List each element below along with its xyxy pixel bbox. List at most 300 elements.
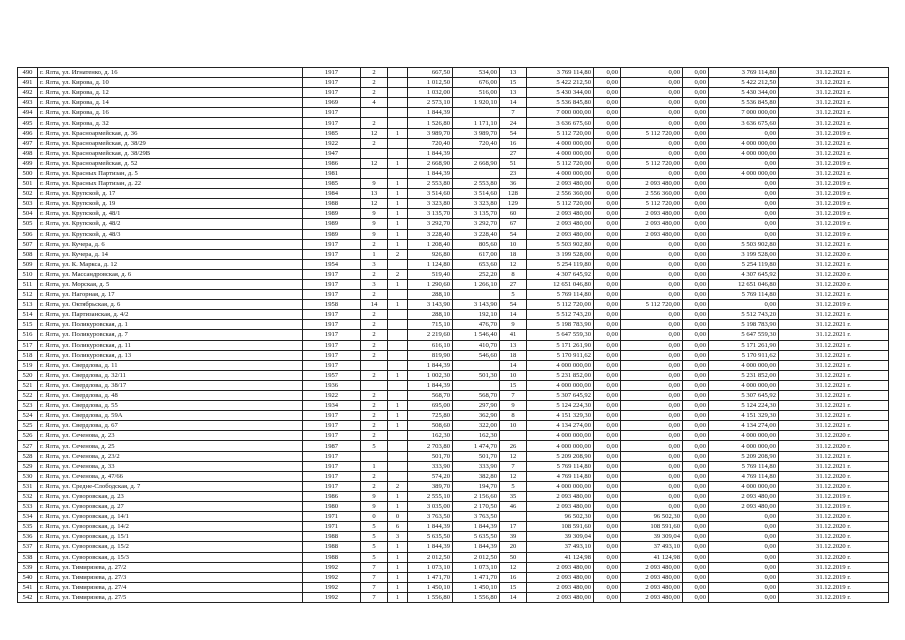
table-row xyxy=(18,461,889,471)
cost-col-c-cell: 0,00 xyxy=(683,269,709,279)
floors-cell: 2 xyxy=(361,471,388,481)
entrances-cell: 1 xyxy=(388,491,408,501)
floors-cell xyxy=(361,148,388,158)
cost-col-c-cell: 0,00 xyxy=(683,491,709,501)
total-cost-cell: 4 000 000,00 xyxy=(527,481,594,491)
residents-cell: 35 xyxy=(500,491,527,501)
cost-col-c-cell: 0,00 xyxy=(683,461,709,471)
cost-col-a-cell: 0,00 xyxy=(594,118,621,128)
floors-cell: 2 xyxy=(361,118,388,128)
completion-date-cell: 31.12.2021 г. xyxy=(779,148,889,158)
row-number-cell: 541 xyxy=(18,582,38,592)
table-row xyxy=(18,441,889,451)
table-row xyxy=(18,431,889,441)
entrances-cell: 1 xyxy=(388,572,408,582)
entrances-cell xyxy=(388,78,408,88)
living-area-cell: 476,70 xyxy=(453,320,500,330)
address-cell: г. Ялта, ул. Крупской, д. 48/1 xyxy=(38,209,303,219)
total-cost-cell: 5 254 119,80 xyxy=(527,259,594,269)
row-number-cell: 519 xyxy=(18,360,38,370)
table-row xyxy=(18,522,889,532)
cost-col-d-cell: 5 307 645,92 xyxy=(709,391,779,401)
total-cost-cell: 108 591,60 xyxy=(527,522,594,532)
build-year-cell: 1971 xyxy=(303,512,361,522)
row-number-cell: 504 xyxy=(18,209,38,219)
total-cost-cell: 5 307 645,92 xyxy=(527,391,594,401)
completion-date-cell: 31.12.2021 г. xyxy=(779,310,889,320)
build-year-cell: 1992 xyxy=(303,592,361,602)
completion-date-cell: 31.12.2019 г. xyxy=(779,229,889,239)
living-area-cell: 676,00 xyxy=(453,78,500,88)
living-area-cell: 1 844,39 xyxy=(453,522,500,532)
cost-col-d-cell: 5 231 852,00 xyxy=(709,370,779,380)
total-area-cell: 3 989,70 xyxy=(408,128,453,138)
cost-col-c-cell: 0,00 xyxy=(683,512,709,522)
entrances-cell: 1 xyxy=(388,592,408,602)
build-year-cell: 1992 xyxy=(303,582,361,592)
cost-col-b-cell: 0,00 xyxy=(621,360,683,370)
cost-col-b-cell: 0,00 xyxy=(621,118,683,128)
cost-col-c-cell: 0,00 xyxy=(683,300,709,310)
cost-col-d-cell: 0,00 xyxy=(709,128,779,138)
residents-cell: 12 xyxy=(500,451,527,461)
cost-col-b-cell: 2 093 480,00 xyxy=(621,582,683,592)
cost-col-d-cell: 0,00 xyxy=(709,199,779,209)
cost-col-c-cell: 0,00 xyxy=(683,189,709,199)
register-table xyxy=(17,67,889,603)
cost-col-a-cell: 0,00 xyxy=(594,300,621,310)
total-cost-cell: 5 430 344,00 xyxy=(527,88,594,98)
living-area-cell: 3 292,70 xyxy=(453,219,500,229)
cost-col-c-cell: 0,00 xyxy=(683,340,709,350)
row-number-cell: 527 xyxy=(18,441,38,451)
total-area-cell: 2 668,90 xyxy=(408,158,453,168)
total-area-cell: 333,90 xyxy=(408,461,453,471)
residents-cell: 18 xyxy=(500,249,527,259)
completion-date-cell: 31.12.2021 г. xyxy=(779,451,889,461)
residents-cell: 46 xyxy=(500,502,527,512)
floors-cell: 0 xyxy=(361,512,388,522)
address-cell: г. Ялта, ул. Нагорная, д. 17 xyxy=(38,290,303,300)
address-cell: г. Ялта, ул. Морская, д. 5 xyxy=(38,279,303,289)
residents-cell: 27 xyxy=(500,148,527,158)
build-year-cell: 1989 xyxy=(303,229,361,239)
cost-col-a-cell: 0,00 xyxy=(594,199,621,209)
total-area-cell: 695,00 xyxy=(408,401,453,411)
table-row xyxy=(18,340,889,350)
living-area-cell: 653,60 xyxy=(453,259,500,269)
entrances-cell: 1 xyxy=(388,199,408,209)
entrances-cell: 1 xyxy=(388,370,408,380)
cost-col-b-cell: 0,00 xyxy=(621,421,683,431)
total-area-cell: 574,20 xyxy=(408,471,453,481)
table-row xyxy=(18,401,889,411)
floors-cell: 3 xyxy=(361,259,388,269)
row-number-cell: 509 xyxy=(18,259,38,269)
cost-col-d-cell: 4 000 000,00 xyxy=(709,441,779,451)
build-year-cell: 1922 xyxy=(303,391,361,401)
cost-col-b-cell: 0,00 xyxy=(621,168,683,178)
living-area-cell: 1 556,80 xyxy=(453,592,500,602)
living-area-cell: 1 073,10 xyxy=(453,562,500,572)
cost-col-b-cell: 0,00 xyxy=(621,148,683,158)
cost-col-c-cell: 0,00 xyxy=(683,320,709,330)
cost-col-d-cell: 5 769 114,80 xyxy=(709,461,779,471)
address-cell: г. Ялта, ул. Партизанская, д. 4/2 xyxy=(38,310,303,320)
cost-col-c-cell: 0,00 xyxy=(683,592,709,602)
table-row xyxy=(18,279,889,289)
cost-col-d-cell: 0,00 xyxy=(709,542,779,552)
cost-col-c-cell: 0,00 xyxy=(683,562,709,572)
table-row xyxy=(18,138,889,148)
entrances-cell: 1 xyxy=(388,562,408,572)
entrances-cell xyxy=(388,168,408,178)
build-year-cell: 1917 xyxy=(303,350,361,360)
cost-col-c-cell: 0,00 xyxy=(683,179,709,189)
address-cell: г. Ялта, ул. Кирова, д. 14 xyxy=(38,98,303,108)
cost-col-b-cell: 0,00 xyxy=(621,441,683,451)
residents-cell: 54 xyxy=(500,229,527,239)
living-area-cell: 1 546,40 xyxy=(453,330,500,340)
total-area-cell: 3 035,00 xyxy=(408,502,453,512)
floors-cell: 14 xyxy=(361,300,388,310)
cost-col-c-cell: 0,00 xyxy=(683,108,709,118)
cost-col-a-cell: 0,00 xyxy=(594,148,621,158)
completion-date-cell: 31.12.2019 г. xyxy=(779,300,889,310)
residents-cell: 60 xyxy=(500,209,527,219)
cost-col-d-cell: 5 536 845,80 xyxy=(709,98,779,108)
residents-cell: 51 xyxy=(500,158,527,168)
total-area-cell: 1 471,70 xyxy=(408,572,453,582)
completion-date-cell: 31.12.2021 г. xyxy=(779,350,889,360)
total-cost-cell: 4 000 000,00 xyxy=(527,148,594,158)
total-cost-cell: 2 093 480,00 xyxy=(527,562,594,572)
row-number-cell: 530 xyxy=(18,471,38,481)
cost-col-b-cell: 39 309,04 xyxy=(621,532,683,542)
cost-col-b-cell: 0,00 xyxy=(621,310,683,320)
total-cost-cell: 5 112 720,00 xyxy=(527,158,594,168)
living-area-cell: 2 012,50 xyxy=(453,552,500,562)
build-year-cell: 1917 xyxy=(303,249,361,259)
entrances-cell: 0 xyxy=(388,512,408,522)
cost-col-b-cell: 108 591,60 xyxy=(621,522,683,532)
row-number-cell: 507 xyxy=(18,239,38,249)
cost-col-b-cell: 0,00 xyxy=(621,279,683,289)
cost-col-b-cell: 2 093 480,00 xyxy=(621,572,683,582)
entrances-cell xyxy=(388,340,408,350)
cost-col-a-cell: 0,00 xyxy=(594,481,621,491)
table-row xyxy=(18,592,889,602)
cost-col-b-cell: 0,00 xyxy=(621,138,683,148)
total-area-cell: 3 763,50 xyxy=(408,512,453,522)
total-area-cell: 1 844,39 xyxy=(408,108,453,118)
cost-col-d-cell: 4 000 000,00 xyxy=(709,168,779,178)
residents-cell: 10 xyxy=(500,370,527,380)
cost-col-d-cell: 0,00 xyxy=(709,229,779,239)
row-number-cell: 493 xyxy=(18,98,38,108)
cost-col-d-cell: 0,00 xyxy=(709,209,779,219)
address-cell: г. Ялта, ул. Тимирязева, д. 27/4 xyxy=(38,582,303,592)
address-cell: г. Ялта, ул. Сеченова, д. 25 xyxy=(38,441,303,451)
build-year-cell: 1986 xyxy=(303,158,361,168)
row-number-cell: 539 xyxy=(18,562,38,572)
entrances-cell xyxy=(388,138,408,148)
cost-col-c-cell: 0,00 xyxy=(683,259,709,269)
total-area-cell: 1 844,39 xyxy=(408,380,453,390)
living-area-cell: 410,70 xyxy=(453,340,500,350)
row-number-cell: 496 xyxy=(18,128,38,138)
cost-col-b-cell: 0,00 xyxy=(621,401,683,411)
cost-col-d-cell: 3 769 114,80 xyxy=(709,68,779,78)
living-area-cell: 2 668,90 xyxy=(453,158,500,168)
table-body xyxy=(18,68,889,603)
entrances-cell: 2 xyxy=(388,249,408,259)
residents-cell: 8 xyxy=(500,269,527,279)
floors-cell: 7 xyxy=(361,562,388,572)
cost-col-d-cell: 5 422 212,50 xyxy=(709,78,779,88)
residents-cell: 7 xyxy=(500,461,527,471)
living-area-cell: 5 635,50 xyxy=(453,532,500,542)
row-number-cell: 515 xyxy=(18,320,38,330)
build-year-cell: 1917 xyxy=(303,320,361,330)
completion-date-cell: 31.12.2021 г. xyxy=(779,330,889,340)
completion-date-cell: 31.12.2021 г. xyxy=(779,401,889,411)
residents-cell: 26 xyxy=(500,441,527,451)
completion-date-cell: 31.12.2019 г. xyxy=(779,179,889,189)
row-number-cell: 505 xyxy=(18,219,38,229)
entrances-cell xyxy=(388,88,408,98)
total-cost-cell: 4 769 114,80 xyxy=(527,471,594,481)
cost-col-a-cell: 0,00 xyxy=(594,219,621,229)
completion-date-cell: 31.12.2021 г. xyxy=(779,411,889,421)
table-row xyxy=(18,179,889,189)
cost-col-c-cell: 0,00 xyxy=(683,148,709,158)
living-area-cell xyxy=(453,290,500,300)
cost-col-c-cell: 0,00 xyxy=(683,78,709,88)
residents-cell: 15 xyxy=(500,582,527,592)
floors-cell: 2 xyxy=(361,310,388,320)
completion-date-cell: 31.12.2020 г. xyxy=(779,522,889,532)
cost-col-c-cell: 0,00 xyxy=(683,350,709,360)
floors-cell: 12 xyxy=(361,128,388,138)
build-year-cell: 1954 xyxy=(303,259,361,269)
address-cell: г. Ялта, ул. Красных Партизан, д. 22 xyxy=(38,179,303,189)
floors-cell: 2 xyxy=(361,370,388,380)
total-cost-cell: 5 503 902,80 xyxy=(527,239,594,249)
cost-col-a-cell: 0,00 xyxy=(594,380,621,390)
address-cell: г. Ялта, ул. Свердлова, д. 59А xyxy=(38,411,303,421)
residents-cell: 14 xyxy=(500,310,527,320)
cost-col-b-cell: 5 112 720,00 xyxy=(621,199,683,209)
residents-cell: 16 xyxy=(500,138,527,148)
build-year-cell: 1917 xyxy=(303,421,361,431)
row-number-cell: 512 xyxy=(18,290,38,300)
entrances-cell: 3 xyxy=(388,532,408,542)
total-cost-cell: 4 151 329,30 xyxy=(527,411,594,421)
residents-cell: 13 xyxy=(500,340,527,350)
table-row xyxy=(18,451,889,461)
cost-col-b-cell: 0,00 xyxy=(621,370,683,380)
cost-col-b-cell: 0,00 xyxy=(621,431,683,441)
residents-cell: 13 xyxy=(500,88,527,98)
completion-date-cell: 31.12.2021 г. xyxy=(779,68,889,78)
cost-col-b-cell: 5 112 720,00 xyxy=(621,300,683,310)
row-number-cell: 533 xyxy=(18,502,38,512)
cost-col-c-cell: 0,00 xyxy=(683,128,709,138)
cost-col-c-cell: 0,00 xyxy=(683,542,709,552)
completion-date-cell: 31.12.2021 г. xyxy=(779,88,889,98)
total-area-cell: 519,40 xyxy=(408,269,453,279)
total-area-cell: 2 555,10 xyxy=(408,491,453,501)
entrances-cell: 2 xyxy=(388,269,408,279)
floors-cell: 2 xyxy=(361,421,388,431)
living-area-cell: 2 156,60 xyxy=(453,491,500,501)
cost-col-a-cell: 0,00 xyxy=(594,128,621,138)
row-number-cell: 514 xyxy=(18,310,38,320)
cost-col-c-cell: 0,00 xyxy=(683,481,709,491)
floors-cell xyxy=(361,360,388,370)
cost-col-d-cell: 5 254 119,80 xyxy=(709,259,779,269)
total-area-cell: 288,10 xyxy=(408,310,453,320)
row-number-cell: 542 xyxy=(18,592,38,602)
completion-date-cell: 31.12.2021 г. xyxy=(779,118,889,128)
total-cost-cell: 4 000 000,00 xyxy=(527,431,594,441)
address-cell: г. Ялта, ул. Октябрьская, д. 6 xyxy=(38,300,303,310)
floors-cell: 2 xyxy=(361,481,388,491)
cost-col-d-cell: 0,00 xyxy=(709,158,779,168)
address-cell: г. Ялта, ул. Тимирязева, д. 27/3 xyxy=(38,572,303,582)
cost-col-a-cell: 0,00 xyxy=(594,532,621,542)
cost-col-a-cell: 0,00 xyxy=(594,512,621,522)
entrances-cell xyxy=(388,451,408,461)
total-area-cell: 2 703,80 xyxy=(408,441,453,451)
total-area-cell: 501,70 xyxy=(408,451,453,461)
cost-col-d-cell: 0,00 xyxy=(709,300,779,310)
address-cell: г. Ялта, ул. Свердлова, д. 32/11 xyxy=(38,370,303,380)
total-cost-cell: 2 093 480,00 xyxy=(527,582,594,592)
cost-col-b-cell: 0,00 xyxy=(621,502,683,512)
completion-date-cell: 31.12.2019 г. xyxy=(779,502,889,512)
entrances-cell xyxy=(388,310,408,320)
completion-date-cell: 31.12.2020 г. xyxy=(779,471,889,481)
address-cell: г. Ялта, ул. Крупской, д. 19 xyxy=(38,199,303,209)
address-cell: г. Ялта, ул. Суворовская, д. 15/1 xyxy=(38,532,303,542)
total-area-cell: 5 635,50 xyxy=(408,532,453,542)
cost-col-b-cell: 0,00 xyxy=(621,380,683,390)
residents-cell: 12 xyxy=(500,562,527,572)
table-row xyxy=(18,552,889,562)
living-area-cell: 501,70 xyxy=(453,451,500,461)
completion-date-cell: 31.12.2021 г. xyxy=(779,391,889,401)
floors-cell: 2 xyxy=(361,340,388,350)
living-area-cell: 2 553,80 xyxy=(453,179,500,189)
build-year-cell: 1987 xyxy=(303,441,361,451)
total-area-cell: 1 450,10 xyxy=(408,582,453,592)
living-area-cell: 1 266,10 xyxy=(453,279,500,289)
total-cost-cell: 3 769 114,80 xyxy=(527,68,594,78)
row-number-cell: 492 xyxy=(18,88,38,98)
table-row xyxy=(18,300,889,310)
build-year-cell: 1917 xyxy=(303,461,361,471)
row-number-cell: 510 xyxy=(18,269,38,279)
cost-col-d-cell: 0,00 xyxy=(709,562,779,572)
floors-cell: 2 xyxy=(361,401,388,411)
build-year-cell: 1989 xyxy=(303,219,361,229)
build-year-cell: 1986 xyxy=(303,491,361,501)
row-number-cell: 522 xyxy=(18,391,38,401)
cost-col-d-cell: 5 512 743,20 xyxy=(709,310,779,320)
address-cell: г. Ялта, ул. Крупской, д. 17 xyxy=(38,189,303,199)
floors-cell: 12 xyxy=(361,158,388,168)
cost-col-d-cell: 0,00 xyxy=(709,572,779,582)
completion-date-cell: 31.12.2020 г. xyxy=(779,481,889,491)
cost-col-a-cell: 0,00 xyxy=(594,168,621,178)
table-row xyxy=(18,229,889,239)
total-cost-cell: 5 198 783,90 xyxy=(527,320,594,330)
floors-cell xyxy=(361,108,388,118)
build-year-cell: 1985 xyxy=(303,179,361,189)
row-number-cell: 500 xyxy=(18,168,38,178)
floors-cell: 2 xyxy=(361,78,388,88)
cost-col-d-cell: 5 209 208,90 xyxy=(709,451,779,461)
living-area-cell: 322,00 xyxy=(453,421,500,431)
floors-cell: 2 xyxy=(361,320,388,330)
total-cost-cell: 3 636 675,60 xyxy=(527,118,594,128)
residents-cell: 13 xyxy=(500,68,527,78)
cost-col-d-cell: 4 000 000,00 xyxy=(709,380,779,390)
cost-col-c-cell: 0,00 xyxy=(683,572,709,582)
entrances-cell xyxy=(388,431,408,441)
residents-cell: 27 xyxy=(500,279,527,289)
completion-date-cell: 31.12.2020 г. xyxy=(779,532,889,542)
cost-col-a-cell: 0,00 xyxy=(594,340,621,350)
floors-cell: 2 xyxy=(361,88,388,98)
entrances-cell: 1 xyxy=(388,128,408,138)
row-number-cell: 491 xyxy=(18,78,38,88)
total-area-cell: 2 573,10 xyxy=(408,98,453,108)
row-number-cell: 520 xyxy=(18,370,38,380)
cost-col-a-cell: 0,00 xyxy=(594,209,621,219)
cost-col-b-cell: 5 112 720,00 xyxy=(621,158,683,168)
cost-col-a-cell: 0,00 xyxy=(594,391,621,401)
build-year-cell: 1917 xyxy=(303,330,361,340)
cost-col-d-cell: 0,00 xyxy=(709,522,779,532)
cost-col-d-cell: 5 124 224,30 xyxy=(709,401,779,411)
total-cost-cell: 5 231 852,00 xyxy=(527,370,594,380)
residents-cell: 9 xyxy=(500,320,527,330)
completion-date-cell: 31.12.2019 г. xyxy=(779,592,889,602)
cost-col-d-cell: 0,00 xyxy=(709,512,779,522)
cost-col-d-cell: 5 647 559,30 xyxy=(709,330,779,340)
address-cell: г. Ялта, ул. Поликуровская, д. 1 xyxy=(38,320,303,330)
residents-cell: 14 xyxy=(500,360,527,370)
cost-col-b-cell: 0,00 xyxy=(621,471,683,481)
total-cost-cell: 2 093 480,00 xyxy=(527,179,594,189)
residents-cell: 41 xyxy=(500,330,527,340)
floors-cell: 2 xyxy=(361,269,388,279)
cost-col-a-cell: 0,00 xyxy=(594,411,621,421)
residents-cell: 23 xyxy=(500,168,527,178)
cost-col-a-cell: 0,00 xyxy=(594,542,621,552)
completion-date-cell: 31.12.2021 г. xyxy=(779,168,889,178)
total-cost-cell: 5 124 224,30 xyxy=(527,401,594,411)
cost-col-c-cell: 0,00 xyxy=(683,451,709,461)
address-cell: г. Ялта, ул. Красноармейская, д. 36 xyxy=(38,128,303,138)
entrances-cell: 1 xyxy=(388,552,408,562)
total-cost-cell: 4 000 000,00 xyxy=(527,168,594,178)
completion-date-cell: 31.12.2020 г. xyxy=(779,552,889,562)
cost-col-a-cell: 0,00 xyxy=(594,502,621,512)
